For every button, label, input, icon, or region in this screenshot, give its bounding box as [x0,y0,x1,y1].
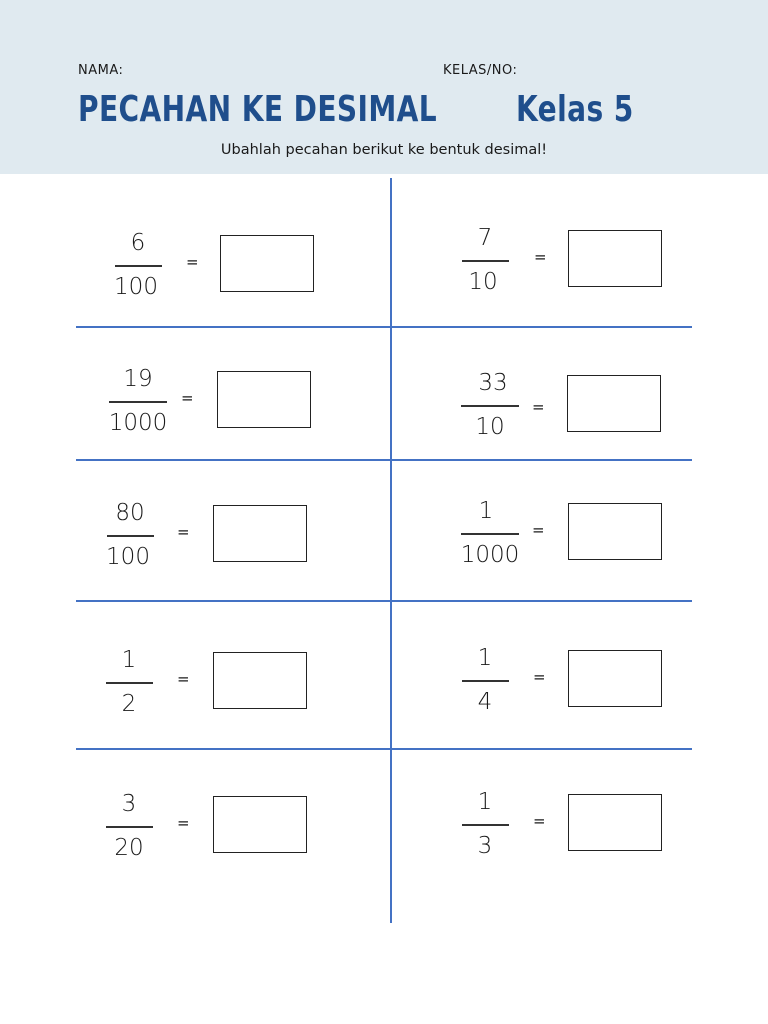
problem-10 [450,787,750,867]
problem-1 [100,228,400,308]
numerator: 7 [477,225,493,251]
fraction-bar [107,535,154,537]
fraction-bar [115,265,162,267]
class-label: KELAS/NO: [443,63,518,78]
equals-sign: = [532,521,545,539]
equals-sign: = [177,670,190,688]
name-label: NAMA: [78,63,124,78]
equals-sign: = [177,814,190,832]
fraction-bar [462,680,509,682]
problem-2 [448,223,748,303]
problem-3 [103,364,403,444]
numerator: 1 [477,789,493,815]
denominator: 10 [475,414,505,440]
denominator: 20 [114,835,144,861]
row-divider [76,600,692,602]
fraction-bar [461,405,519,407]
fraction-bar [461,533,519,535]
fraction-bar [109,401,167,403]
numerator: 19 [123,366,153,392]
equals-sign: = [533,668,546,686]
equals-sign: = [181,389,194,407]
problem-7 [94,645,394,725]
numerator: 33 [478,370,508,396]
answer-box[interactable] [213,505,307,562]
grade-label: Kelas 5 [516,89,634,130]
numerator: 6 [130,230,146,256]
header-banner [0,0,768,174]
numerator: 3 [121,791,137,817]
denominator: 3 [477,833,493,859]
numerator: 1 [477,645,493,671]
row-divider [76,459,692,461]
problem-8 [450,643,750,723]
fraction-bar [462,824,509,826]
answer-box[interactable] [568,503,662,560]
problem-6 [455,496,755,576]
row-divider [76,748,692,750]
answer-box[interactable] [220,235,314,292]
answer-box[interactable] [213,796,307,853]
answer-box[interactable] [567,375,661,432]
answer-box[interactable] [217,371,311,428]
problem-5 [95,498,395,578]
instruction-text: Ubahlah pecahan berikut ke bentuk desimal! [220,142,548,158]
problem-4 [455,368,755,448]
fraction-bar [106,682,153,684]
answer-box[interactable] [213,652,307,709]
answer-box[interactable] [568,794,662,851]
denominator: 100 [106,544,150,570]
equals-sign: = [534,248,547,266]
denominator: 10 [468,269,498,295]
equals-sign: = [177,523,190,541]
row-divider [76,326,692,328]
denominator: 2 [121,691,137,717]
denominator: 1000 [460,542,520,568]
numerator: 1 [121,647,137,673]
fraction-bar [462,260,509,262]
worksheet-title: PECAHAN KE DESIMAL [78,89,438,130]
denominator: 1000 [108,410,168,436]
denominator: 100 [114,274,158,300]
denominator: 4 [477,689,493,715]
numerator: 80 [115,500,145,526]
equals-sign: = [533,812,546,830]
equals-sign: = [186,253,199,271]
answer-box[interactable] [568,650,662,707]
problem-9 [94,789,394,869]
fraction-bar [106,826,153,828]
equals-sign: = [532,398,545,416]
numerator: 1 [478,498,494,524]
answer-box[interactable] [568,230,662,287]
